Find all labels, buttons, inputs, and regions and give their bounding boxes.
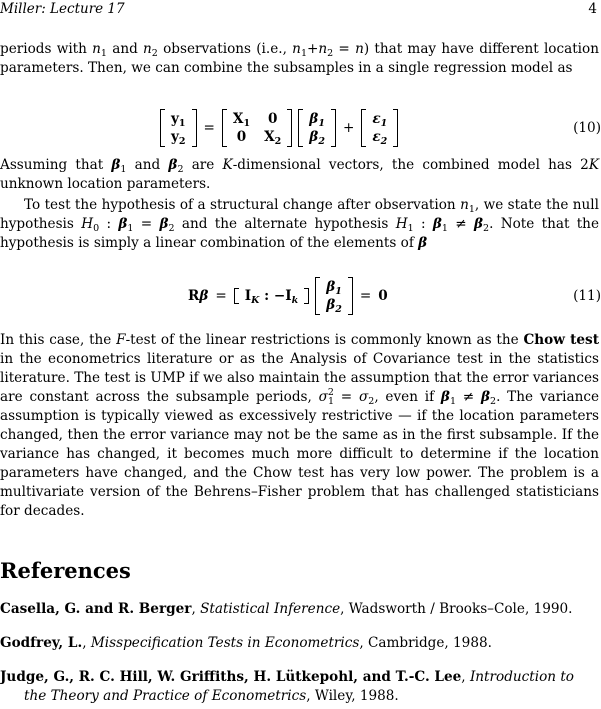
- page-number: 4: [588, 1, 597, 17]
- paragraph-chow-test: In this case, the F-test of the linear restrictions is commonly known as the Chow test in the econometrics literature or as the Analysis of Covariance test in the statistics literature. The test is UMP if we also maintain the assumption that the error variances are constant across the subsample periods, $\sigma^2_1 = \sigma_2$, even if $\beta_1 \ne \beta_2$. The variance assumption is typically viewed as excessively restrictive — if the location parameters changed, then the error variance may not be the same as in the first subsample. If the variance has changed, it becomes much more difficult to determine if the location parameters have changed, and the Chow test has very low power. The problem is a multivariate version of the Behrens–Fisher problem that has challenged statisticians for decades.: [0, 332, 599, 519]
- equation-10: $y_1$ $y_2$ = $X_1$ 0 0 $X_2$ $\beta_1$ $\beta_2$ + $\varepsilon_1$ $\varepsilon_2$ (10): [0, 106, 601, 150]
- vector-y: $y_1$ $y_2$: [160, 109, 197, 147]
- vector-epsilon: $\varepsilon_1$ $\varepsilon_2$: [361, 109, 398, 147]
- reference-item: Judge, G., R. C. Hill, W. Griffiths, H. Lütkepohl, and T.-C. Lee, Introduction to the Theory and Practice of Econometrics, Wiley, 1988.: [0, 669, 574, 704]
- vector-beta: $\beta_1$ $\beta_2$: [298, 109, 336, 147]
- paragraph-assumption: Assuming that $\beta_1$ and $\beta_2$ are K-dimensional vectors, the combined model has 2K unknown location parameters.: [0, 157, 599, 192]
- paragraph-hypothesis: To test the hypothesis of a structural change after observation $n_1$, we state the null hypothesis $H_0$ : $\beta_1 = \beta_2$ and the alternate hypothesis $H_1$ : $\beta_1 \ne \beta_2$. Note that the hypothesis is simply a linear combination of the elements of β: [0, 197, 599, 251]
- page-header: [0, 0, 601, 18]
- matrix-x: $X_1$ 0 0 $X_2$: [222, 109, 292, 147]
- paragraph-subsample-intro: periods with $n_1$ and $n_2$ observations (i.e., $n_1+n_2 = n$) that may have different location parameters. Then, we can combine the subsamples in a single regression model as: [0, 41, 599, 76]
- reference-item: Godfrey, L., Misspecification Tests in Econometrics, Cambridge, 1988.: [0, 635, 492, 651]
- references-heading: References: [0, 558, 131, 583]
- reference-item: Casella, G. and R. Berger, Statistical Inference, Wadsworth / Brooks–Cole, 1990.: [0, 601, 573, 617]
- equation-11: R β = $I_K$ : $-I_k$ $\beta_1$ $\beta_2$ = 0 (11): [188, 279, 601, 315]
- vector-beta: $\beta_1$ $\beta_2$: [315, 277, 353, 315]
- restriction-matrix: $I_K$ : $-I_k$: [234, 287, 309, 305]
- equation-number: (10): [573, 120, 601, 136]
- chow-test-term: Chow test: [523, 332, 599, 348]
- running-title: Miller: Lecture 17: [0, 1, 125, 17]
- equation-number: (11): [573, 288, 601, 304]
